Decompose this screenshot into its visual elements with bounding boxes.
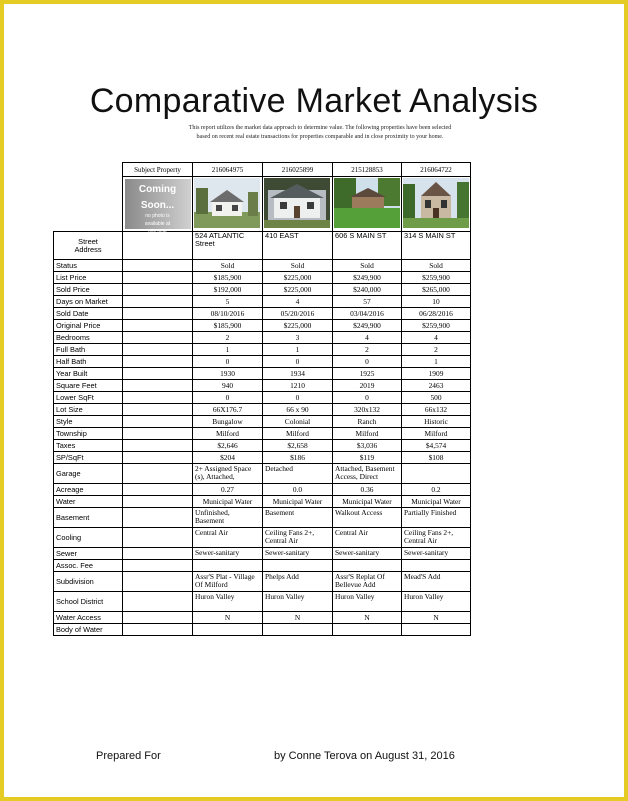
comp-value-cell: $265,000 <box>402 284 471 296</box>
comp-value-cell: $2,658 <box>263 440 333 452</box>
data-row <box>54 284 471 296</box>
subject-value-cell <box>123 452 193 464</box>
subject-value-cell <box>123 284 193 296</box>
comp-value-cell: 03/04/2016 <box>333 308 402 320</box>
street-label-line: Street <box>78 236 98 246</box>
house-photo <box>194 178 260 228</box>
street-address-label <box>54 232 123 260</box>
comp-value-cell: N <box>263 612 333 624</box>
comp-value-cell: 1 <box>193 344 263 356</box>
comp-value-cell: Sewer-sanitary <box>402 548 471 560</box>
subject-value-cell <box>123 624 193 636</box>
row-label: List Price <box>54 272 123 284</box>
mls-number: 216064722 <box>402 163 471 177</box>
mls-number: 215128853 <box>333 163 402 177</box>
coming-soon-placeholder <box>125 179 191 235</box>
comp-value-cell: 0 <box>263 392 333 404</box>
comp-value-cell: Milford <box>402 428 471 440</box>
subject-value-cell <box>123 508 193 528</box>
comp-value-cell: 0.0 <box>263 484 333 496</box>
comp-value-cell: 0 <box>333 356 402 368</box>
subject-value-cell <box>123 260 193 272</box>
data-row <box>54 612 471 624</box>
mls-number: 216064975 <box>193 163 263 177</box>
comp-value-cell: Milford <box>333 428 402 440</box>
comp-value-cell: 0.2 <box>402 484 471 496</box>
row-label: Body of Water <box>54 624 123 636</box>
data-row <box>54 548 471 560</box>
comp-value-cell: Sold <box>333 260 402 272</box>
comp-value-cell: $225,000 <box>263 320 333 332</box>
row-label: Sold Price <box>54 284 123 296</box>
comp-value-cell: 10 <box>402 296 471 308</box>
comp-value-cell: $249,900 <box>333 320 402 332</box>
comp-value-cell: 66 x 90 <box>263 404 333 416</box>
row-label: Taxes <box>54 440 123 452</box>
comp-value-cell: Sold <box>402 260 471 272</box>
comp-value-cell: Milford <box>263 428 333 440</box>
address-label-line: Address <box>74 244 102 254</box>
row-label: Days on Market <box>54 296 123 308</box>
comp-value-cell: 0.27 <box>193 484 263 496</box>
data-row <box>54 368 471 380</box>
comp-value-cell: 66x132 <box>402 404 471 416</box>
comp-value-cell <box>402 560 471 572</box>
comp-value-cell: $204 <box>193 452 263 464</box>
subject-value-cell <box>123 612 193 624</box>
comp-value-cell: Municipal Water <box>193 496 263 508</box>
comp-value-cell: $259,900 <box>402 272 471 284</box>
subject-value-cell <box>123 404 193 416</box>
row-label: School District <box>54 592 123 612</box>
page-title: Comparative Market Analysis <box>89 82 539 120</box>
comp-value-cell <box>193 624 263 636</box>
comp-value-cell: N <box>193 612 263 624</box>
no-photo-text: no photo is <box>145 213 170 219</box>
comp-value-cell: 1925 <box>333 368 402 380</box>
comp-value-cell: Assr'S Plat - Village Of Milford <box>193 572 263 592</box>
data-row <box>54 392 471 404</box>
data-row <box>54 528 471 548</box>
row-label: Bedrooms <box>54 332 123 344</box>
house-photo <box>403 178 469 228</box>
comp-value-cell: Sewer-sanitary <box>263 548 333 560</box>
house-photo <box>264 178 330 228</box>
comp-value-cell: Municipal Water <box>333 496 402 508</box>
comp-value-cell: Basement <box>263 508 333 528</box>
row-label: Square Feet <box>54 380 123 392</box>
no-photo-text: available at <box>144 221 171 227</box>
comp-value-cell: 0.36 <box>333 484 402 496</box>
intro-line: based on recent real estate transactions for properties comparable and in close proximity to your home. <box>196 134 444 140</box>
row-label: Lot Size <box>54 404 123 416</box>
data-row <box>54 308 471 320</box>
comp-value-cell: Huron Valley <box>193 592 263 612</box>
comp-value-cell <box>333 624 402 636</box>
comp-value-cell: 1934 <box>263 368 333 380</box>
subject-value-cell <box>123 272 193 284</box>
comp-value-cell: 57 <box>333 296 402 308</box>
comp-value-cell: N <box>333 612 402 624</box>
comp-value-cell: 5 <box>193 296 263 308</box>
address-cell: 606 S MAIN ST <box>333 232 402 260</box>
comp-value-cell: Walkout Access <box>333 508 402 528</box>
row-label: Water Access <box>54 612 123 624</box>
comp-value-cell: Huron Valley <box>263 592 333 612</box>
subject-photo-cell <box>123 177 193 235</box>
row-label: Year Built <box>54 368 123 380</box>
comp-photo-cell <box>402 177 471 232</box>
house-photo <box>334 178 400 228</box>
comp-value-cell: $185,900 <box>193 320 263 332</box>
row-label: Half Bath <box>54 356 123 368</box>
comp-value-cell: 940 <box>193 380 263 392</box>
subject-value-cell <box>123 560 193 572</box>
comp-value-cell: 1930 <box>193 368 263 380</box>
comp-value-cell: Partially Finished <box>402 508 471 528</box>
comp-value-cell: N <box>402 612 471 624</box>
comp-value-cell: $119 <box>333 452 402 464</box>
prepared-by-line: by Conne Terova on August 31, 2016 <box>274 750 455 762</box>
comp-value-cell: 2 <box>333 344 402 356</box>
comp-value-cell: Ranch <box>333 416 402 428</box>
comp-value-cell: $225,000 <box>263 272 333 284</box>
comp-value-cell: $192,000 <box>193 284 263 296</box>
subject-value-cell <box>123 428 193 440</box>
no-photo-text: this time <box>148 229 167 235</box>
row-label: Garage <box>54 464 123 484</box>
comp-value-cell: Sewer-sanitary <box>333 548 402 560</box>
data-row <box>54 508 471 528</box>
comp-value-cell: Huron Valley <box>402 592 471 612</box>
comp-value-cell: Huron Valley <box>333 592 402 612</box>
data-row <box>54 416 471 428</box>
data-row <box>54 440 471 452</box>
address-cell <box>123 232 193 260</box>
data-row <box>54 484 471 496</box>
row-label: Assoc. Fee <box>54 560 123 572</box>
subject-value-cell <box>123 464 193 484</box>
comp-value-cell: 320x132 <box>333 404 402 416</box>
comp-value-cell: $240,000 <box>333 284 402 296</box>
intro-line: This report utilizes the market data approach to determine value. The following properties have been selected <box>188 125 452 131</box>
subject-value-cell <box>123 356 193 368</box>
comp-value-cell: Municipal Water <box>402 496 471 508</box>
comp-value-cell: 4 <box>263 296 333 308</box>
address-cell: 410 EAST <box>263 232 333 260</box>
row-label: Status <box>54 260 123 272</box>
comp-value-cell: $2,646 <box>193 440 263 452</box>
subject-value-cell <box>123 392 193 404</box>
data-row <box>54 380 471 392</box>
row-label: Sewer <box>54 548 123 560</box>
comp-value-cell: Bungalow <box>193 416 263 428</box>
data-row <box>54 272 471 284</box>
comp-value-cell: Colonial <box>263 416 333 428</box>
comp-value-cell: $3,036 <box>333 440 402 452</box>
comp-value-cell: Phelps Add <box>263 572 333 592</box>
comp-value-cell: Central Air <box>333 528 402 548</box>
subject-value-cell <box>123 368 193 380</box>
comp-value-cell: 2+ Assigned Space (s), Attached, <box>193 464 263 484</box>
subject-value-cell <box>123 308 193 320</box>
subject-value-cell <box>123 416 193 428</box>
comp-value-cell: 4 <box>333 332 402 344</box>
empty-corner <box>54 177 123 232</box>
comp-value-cell: 2 <box>402 344 471 356</box>
data-row <box>54 452 471 464</box>
subject-value-cell <box>123 496 193 508</box>
coming-soon-text: Soon... <box>140 200 175 211</box>
row-label: Basement <box>54 508 123 528</box>
row-label: Water <box>54 496 123 508</box>
comp-value-cell: Historic <box>402 416 471 428</box>
comp-value-cell: 2 <box>193 332 263 344</box>
subject-property-header: Subject Property <box>123 163 193 177</box>
data-row <box>54 560 471 572</box>
comp-value-cell: Assr'S Replat Of Bellevue Add <box>333 572 402 592</box>
comp-value-cell: Central Air <box>193 528 263 548</box>
photo-row <box>54 177 471 232</box>
comparison-table <box>53 162 471 636</box>
comp-value-cell: $185,900 <box>193 272 263 284</box>
comp-value-cell: Milford <box>193 428 263 440</box>
data-row <box>54 624 471 636</box>
row-label: Lower SqFt <box>54 392 123 404</box>
comp-value-cell <box>263 560 333 572</box>
header-row <box>54 163 471 177</box>
coming-soon-text: Coming <box>138 184 177 195</box>
subject-value-cell <box>123 380 193 392</box>
comp-value-cell: 0 <box>263 356 333 368</box>
subject-value-cell <box>123 548 193 560</box>
comp-value-cell: $225,000 <box>263 284 333 296</box>
subject-value-cell <box>123 440 193 452</box>
comp-value-cell: 500 <box>402 392 471 404</box>
comp-value-cell: 1 <box>402 356 471 368</box>
row-label: Original Price <box>54 320 123 332</box>
data-row <box>54 296 471 308</box>
comp-value-cell: 0 <box>193 392 263 404</box>
row-label: Sold Date <box>54 308 123 320</box>
comp-value-cell: Unfinished, Basement <box>193 508 263 528</box>
comp-photo-cell <box>263 177 333 232</box>
comp-value-cell: $186 <box>263 452 333 464</box>
comp-value-cell: $249,900 <box>333 272 402 284</box>
data-row <box>54 260 471 272</box>
empty-corner <box>54 163 123 177</box>
comp-value-cell: Detached <box>263 464 333 484</box>
comp-value-cell: 2019 <box>333 380 402 392</box>
data-row <box>54 496 471 508</box>
row-label: Township <box>54 428 123 440</box>
comp-value-cell: 3 <box>263 332 333 344</box>
subject-value-cell <box>123 484 193 496</box>
address-cell: 314 S MAIN ST <box>402 232 471 260</box>
comp-value-cell: 05/20/2016 <box>263 308 333 320</box>
subject-value-cell <box>123 592 193 612</box>
row-label: SP/SqFt <box>54 452 123 464</box>
comp-value-cell: Sold <box>193 260 263 272</box>
data-row <box>54 464 471 484</box>
comp-photo-cell <box>193 177 263 232</box>
comp-value-cell: 1 <box>263 344 333 356</box>
comp-value-cell: 2463 <box>402 380 471 392</box>
subject-value-cell <box>123 296 193 308</box>
data-row <box>54 320 471 332</box>
data-row <box>54 356 471 368</box>
comp-value-cell: Sold <box>263 260 333 272</box>
subject-value-cell <box>123 528 193 548</box>
comp-value-cell: 0 <box>193 356 263 368</box>
subject-value-cell <box>123 320 193 332</box>
comp-value-cell <box>333 560 402 572</box>
comp-value-cell: $259,900 <box>402 320 471 332</box>
comp-value-cell: 1909 <box>402 368 471 380</box>
mls-number: 216025899 <box>263 163 333 177</box>
row-label: Acreage <box>54 484 123 496</box>
comp-value-cell: Sewer-sanitary <box>193 548 263 560</box>
data-row <box>54 592 471 612</box>
comp-value-cell: 06/28/2016 <box>402 308 471 320</box>
row-label: Full Bath <box>54 344 123 356</box>
comp-value-cell: Ceiling Fans 2+, Central Air <box>263 528 333 548</box>
comp-value-cell: Attached, Basement Access, Direct <box>333 464 402 484</box>
comp-value-cell: 4 <box>402 332 471 344</box>
comp-value-cell <box>263 624 333 636</box>
data-row <box>54 332 471 344</box>
comp-value-cell: Municipal Water <box>263 496 333 508</box>
comp-value-cell: 66X176.7 <box>193 404 263 416</box>
comp-value-cell <box>193 560 263 572</box>
subject-value-cell <box>123 332 193 344</box>
comp-value-cell: Mead'S Add <box>402 572 471 592</box>
comp-value-cell <box>402 464 471 484</box>
comp-value-cell: $4,574 <box>402 440 471 452</box>
data-row <box>54 344 471 356</box>
comp-value-cell: Ceiling Fans 2+, Central Air <box>402 528 471 548</box>
address-row <box>54 232 471 260</box>
row-label: Subdivision <box>54 572 123 592</box>
subject-value-cell <box>123 344 193 356</box>
data-row <box>54 428 471 440</box>
row-label: Cooling <box>54 528 123 548</box>
comp-value-cell: 1210 <box>263 380 333 392</box>
prepared-for-label: Prepared For <box>96 750 161 762</box>
comp-value-cell <box>402 624 471 636</box>
comp-value-cell: $108 <box>402 452 471 464</box>
data-row <box>54 572 471 592</box>
row-label: Style <box>54 416 123 428</box>
data-row <box>54 404 471 416</box>
subject-value-cell <box>123 572 193 592</box>
comp-photo-cell <box>333 177 402 232</box>
comp-value-cell: 08/10/2016 <box>193 308 263 320</box>
comp-value-cell: 0 <box>333 392 402 404</box>
intro-text <box>170 124 470 142</box>
address-cell: 524 ATLANTIC Street <box>193 232 263 260</box>
